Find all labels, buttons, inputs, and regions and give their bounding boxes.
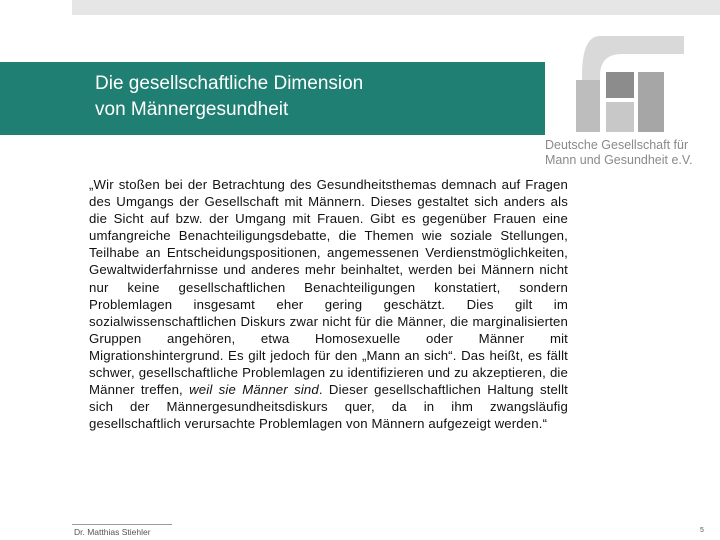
footer-author: Dr. Matthias Stiehler — [74, 527, 151, 537]
quote-italic-emphasis: weil sie Männer sind — [189, 382, 319, 398]
quote-part-2: . Dieser gesellschaftlichen Haltung stellt sich der Männergesundheitsdiskurs quer, da in ihm zwangsläufig gesellschaftlich verursachte Problemlagen von Männern aufgezeigt werden.“ — [89, 382, 568, 432]
top-decorative-bar — [72, 0, 720, 15]
quote-part-1: „Wir stoßen bei der Betrachtung des Gesundheitsthemas demnach auf Fragen des Umgangs der Gesellschaft mit Männern. Dieses gestaltet sich anders als die Sicht auf bzw. der Umgang mit Frauen. Gibt es gegenüber Frauen eine umfangreiche Benachteiligungsdebatte, die Themen wie soziale Stellungen, Teilhabe an Entscheidungspositionen, angemessenen Verdienstmöglichkeiten, Gewaltwiderfahrnisse und anderes mehr beinhaltet, werden bei Männern nicht nur keine gesellschaftlichen Benachteiligungen konstatiert, sondern Problemlagen insgesamt eher gering geschätzt. Dies gilt im sozialwissenschaftlichen Diskurs zwar nicht für die Männer, die marginalisierten Gruppen angehören, etwa Homosexuelle oder Männer mit Migrationshintergrund. Es gilt jedoch für den „Mann an sich“. Das heißt, es fällt schwer, gesellschaftliche Problemlagen zu identifizieren und zu akzeptieren, die Männer treffen, — [89, 177, 568, 398]
slide-title-line-1: Die gesellschaftliche Dimension — [95, 73, 364, 94]
page-number: 5 — [700, 527, 704, 534]
slide-title-line-2: von Männergesundheit — [95, 99, 289, 120]
organization-name: Deutsche Gesellschaft für Mann und Gesundheit e.V. — [545, 138, 693, 167]
dgmg-logo-icon — [572, 32, 684, 132]
quote-text — [89, 176, 568, 432]
slide-title — [95, 71, 535, 123]
footer-divider — [72, 524, 172, 525]
